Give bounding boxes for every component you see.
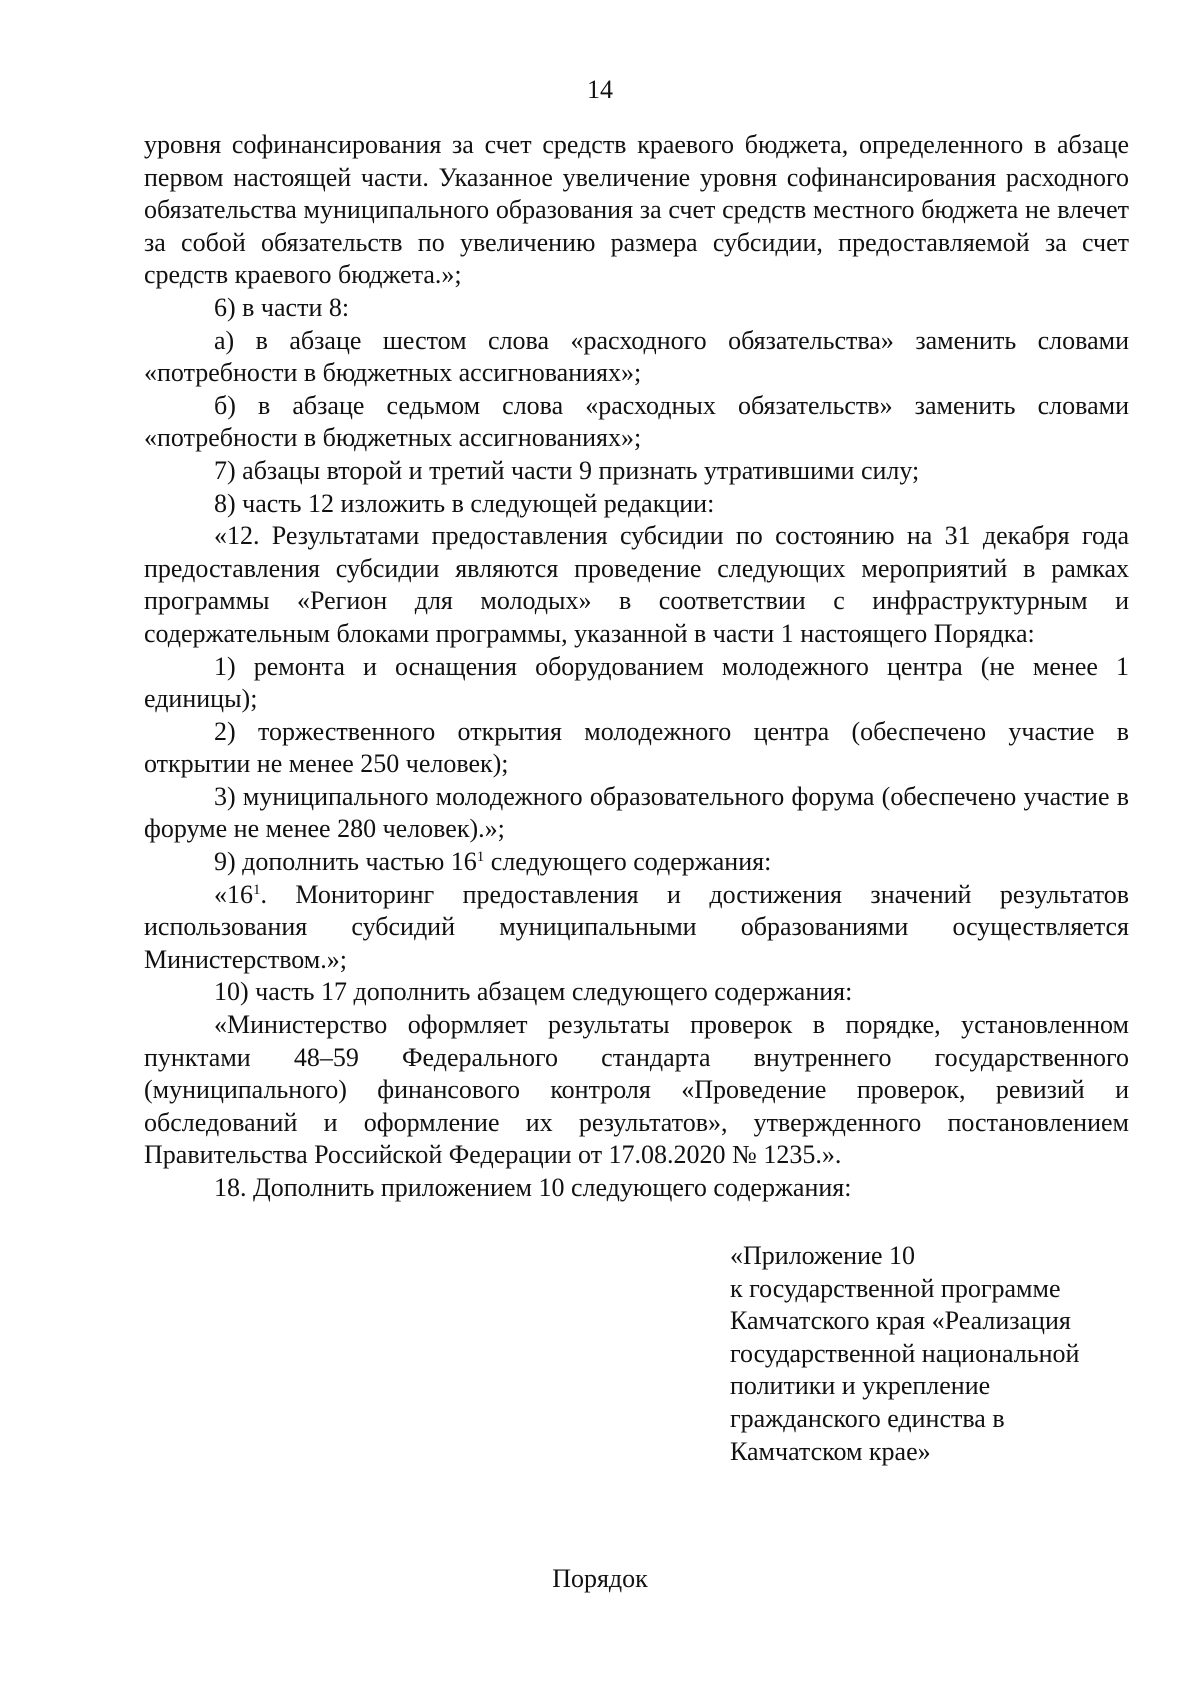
paragraph-item-9 bbox=[144, 846, 1129, 879]
text-segment: 9) дополнить частью 16 bbox=[214, 847, 477, 877]
paragraph-item-6b: б) в абзаце седьмом слова «расходных обязательств» заменить словами «потребности в бюджетных ассигнованиях»; bbox=[144, 390, 1129, 453]
paragraph-continuation: уровня софинансирования за счет средств краевого бюджета, определенного в абзаце первом настоящей части. Указанное увеличение уровня софинансирования расходного обязательства муниципального образования за счет средств местного бюджета не влечет за собой обязательств по увеличению размера субсидии, предоставляемой за счет средств краевого бюджета.»; bbox=[144, 130, 1129, 290]
document-heading: Порядок bbox=[552, 1564, 648, 1593]
paragraph-item-7: 7) абзацы второй и третий части 9 признать утратившими силу; bbox=[214, 455, 920, 485]
appendix-line: к государственной программе bbox=[730, 1273, 1061, 1303]
appendix-line: государственной национальной bbox=[730, 1338, 1080, 1368]
superscript: 1 bbox=[476, 849, 485, 866]
appendix-caption bbox=[730, 1240, 1150, 1468]
paragraph-result-2: 2) торжественного открытия молодежного центра (обеспечено участие в открытии не менее 250 человек); bbox=[144, 716, 1129, 779]
body-text bbox=[144, 129, 1129, 1205]
paragraph-result-3: 3) муниципального молодежного образовательного форума (обеспечено участие в форуме не менее 280 человек).»; bbox=[144, 781, 1129, 844]
appendix-line: гражданского единства в bbox=[730, 1403, 1005, 1433]
superscript: 1 bbox=[253, 881, 261, 898]
appendix-line: «Приложение 10 bbox=[730, 1241, 916, 1270]
paragraph-item-8: 8) часть 12 изложить в следующей редакции: bbox=[214, 488, 715, 518]
text-segment: следующего содержания: bbox=[484, 847, 772, 877]
appendix-line: Камчатском крае» bbox=[730, 1436, 931, 1466]
paragraph-part-16-1 bbox=[144, 879, 1129, 977]
paragraph-ministry-checks: «Министерство оформляет результаты проверок в порядке, установленном пунктами 48–59 Федерального стандарта внутреннего государственного (муниципального) финансового контроля «Проведение проверок, ревизий и обследований и оформление их результатов», утвержденного постановлением Правительства Российской Федерации от 17.08.2020 № 1235.». bbox=[144, 1010, 1129, 1170]
page-number: 14 bbox=[587, 75, 613, 104]
paragraph-result-1: 1) ремонта и оснащения оборудованием молодежного центра (не менее 1 единицы); bbox=[144, 651, 1129, 714]
paragraph-item-6a: а) в абзаце шестом слова «расходного обязательства» заменить словами «потребности в бюджетных ассигнованиях»; bbox=[144, 325, 1129, 388]
appendix-line: Камчатского края «Реализация bbox=[730, 1306, 1071, 1336]
paragraph-item-6: 6) в части 8: bbox=[214, 292, 350, 322]
paragraph-part-12: «12. Результатами предоставления субсидии по состоянию на 31 декабря года предоставления субсидии являются проведение следующих мероприятий в рамках программы «Регион для молодых» в соответствии с инфраструктурным и содержательным блоками программы, указанной в части 1 настоящего Порядка: bbox=[144, 521, 1129, 648]
paragraph-item-18: 18. Дополнить приложением 10 следующего содержания: bbox=[214, 1173, 852, 1202]
appendix-line: политики и укрепление bbox=[730, 1371, 991, 1401]
text-segment: . Мониторинг предоставления и достижения значений результатов использования субсидий муниципальными образованиями осуществляется Министерством.»; bbox=[144, 879, 1129, 974]
paragraph-item-10: 10) часть 17 дополнить абзацем следующего содержания: bbox=[214, 977, 853, 1007]
text-segment: «16 bbox=[214, 879, 253, 909]
